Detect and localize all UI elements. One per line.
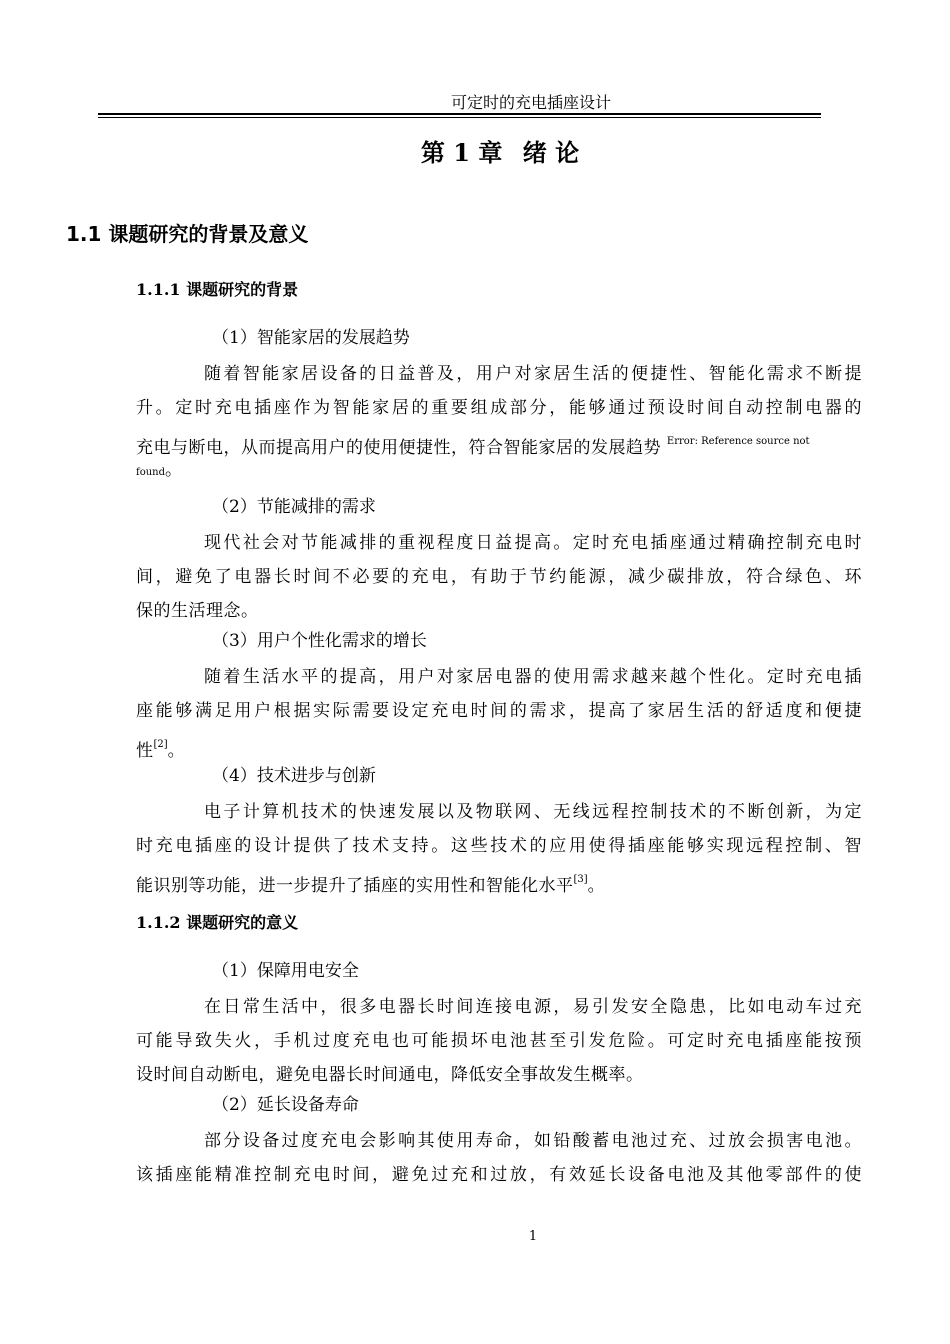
paragraph-line: 时充电插座的设计提供了技术支持。这些技术的应用使得插座能够实现远程控制、智 bbox=[136, 836, 862, 856]
paragraph-line: 在日常生活中，很多电器长时间连接电源，易引发安全隐患，比如电动车过充 bbox=[204, 997, 862, 1017]
running-header: 可定时的充电插座设计 bbox=[450, 93, 611, 112]
citation: [3] bbox=[573, 874, 588, 885]
chapter-number: 1 bbox=[453, 138, 470, 167]
header-rule-thick bbox=[98, 113, 821, 115]
paragraph bbox=[136, 990, 862, 1092]
citation: [2] bbox=[153, 739, 168, 750]
item-heading: （1）智能家居的发展趋势 bbox=[212, 328, 410, 348]
reference-error: Error: Reference source not bbox=[666, 436, 810, 447]
line-text: 性 bbox=[136, 741, 154, 761]
item-heading: （1）保障用电安全 bbox=[212, 961, 359, 981]
paragraph-line bbox=[136, 459, 862, 481]
paragraph-line: 设时间自动断电，避免电器长时间通电，降低安全事故发生概率。 bbox=[136, 1065, 644, 1085]
paragraph-line: 该插座能精准控制充电时间，避免过充和过放，有效延长设备电池及其他零部件的使 bbox=[136, 1165, 862, 1185]
line-end: 。 bbox=[165, 460, 183, 480]
item-heading: （2）节能减排的需求 bbox=[212, 497, 376, 517]
paragraph bbox=[136, 357, 862, 481]
item-heading: （4）技术进步与创新 bbox=[212, 766, 376, 786]
paragraph bbox=[136, 660, 862, 762]
paragraph-line: 现代社会对节能减排的重视程度日益提高。定时充电插座通过精确控制充电时 bbox=[204, 533, 862, 553]
section-title: 课题研究的意义 bbox=[186, 913, 299, 932]
paragraph-line: 可能导致失火，手机过度充电也可能损坏电池甚至引发危险。可定时充电插座能按预 bbox=[136, 1031, 862, 1051]
line-end: 。 bbox=[167, 741, 186, 761]
header-rule-thin bbox=[98, 117, 821, 118]
line-end: 。 bbox=[587, 876, 606, 896]
chapter-title bbox=[0, 138, 950, 168]
paragraph-line: 保的生活理念。 bbox=[136, 601, 259, 621]
paragraph-line: 升。定时充电插座作为智能家居的重要组成部分，能够通过预设时间自动控制电器的 bbox=[136, 398, 862, 418]
page-number: 1 bbox=[528, 1229, 538, 1244]
paragraph bbox=[136, 526, 862, 628]
paragraph-line: 间，避免了电器长时间不必要的充电，有助于节约能源，减少碳排放，符合绿色、环 bbox=[136, 567, 862, 587]
paragraph-line bbox=[136, 863, 862, 897]
paragraph-line bbox=[136, 728, 862, 762]
line-text: 能识别等功能，进一步提升了插座的实用性和智能化水平 bbox=[136, 876, 574, 896]
item-heading: （3）用户个性化需求的增长 bbox=[212, 631, 427, 651]
paragraph-line: 部分设备过度充电会影响其使用寿命，如铅酸蓄电池过充、过放会损害电池。 bbox=[204, 1131, 862, 1151]
section-heading-1-1-1 bbox=[136, 278, 298, 302]
section-heading-1-1-2 bbox=[136, 911, 298, 935]
section-heading-1-1: 1.1 课题研究的背景及意义 bbox=[66, 222, 309, 246]
chapter-word: 章 bbox=[478, 139, 503, 167]
section-number: 1.1.1 bbox=[136, 280, 181, 299]
chapter-name-part1: 绪 bbox=[522, 139, 547, 167]
paragraph bbox=[136, 795, 862, 897]
chapter-prefix: 第 bbox=[420, 139, 445, 167]
paragraph-line: 随着智能家居设备的日益普及，用户对家居生活的便捷性、智能化需求不断提 bbox=[204, 364, 862, 384]
paragraph-line: 座能够满足用户根据实际需要设定充电时间的需求，提高了家居生活的舒适度和便捷 bbox=[136, 701, 862, 721]
paragraph bbox=[136, 1124, 862, 1192]
paragraph-line: 电子计算机技术的快速发展以及物联网、无线远程控制技术的不断创新，为定 bbox=[204, 802, 862, 822]
paragraph-line: 随着生活水平的提高，用户对家居电器的使用需求越来越个性化。定时充电插 bbox=[204, 667, 862, 687]
chapter-name-part2: 论 bbox=[555, 139, 580, 167]
paragraph-line bbox=[136, 425, 862, 459]
line-text: 充电与断电，从而提高用户的使用便捷性，符合智能家居的发展趋势 bbox=[136, 438, 661, 458]
section-title: 课题研究的背景 bbox=[186, 280, 299, 299]
section-number: 1.1.2 bbox=[136, 913, 181, 932]
reference-error: found bbox=[136, 467, 166, 478]
item-heading: （2）延长设备寿命 bbox=[212, 1095, 359, 1115]
